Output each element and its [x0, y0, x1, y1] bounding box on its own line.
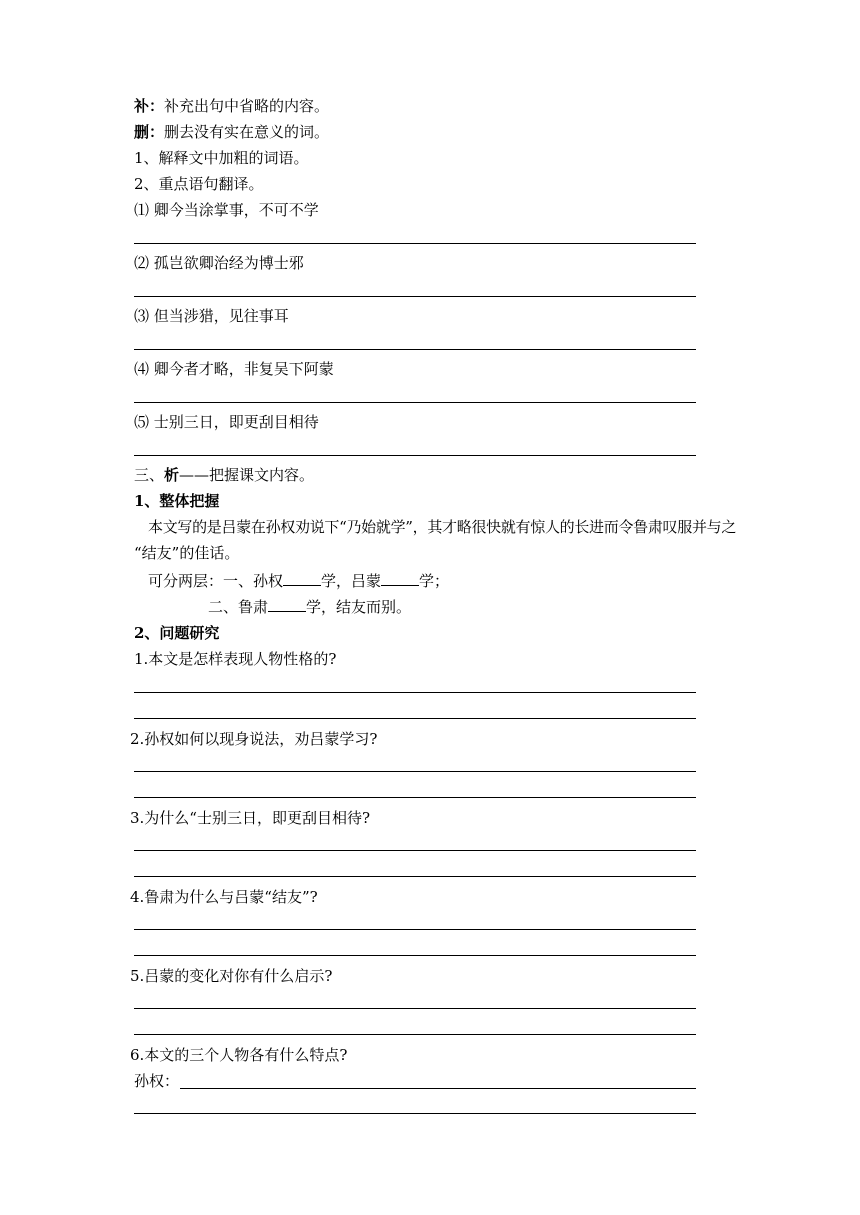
question-3-line-1[interactable]: [134, 850, 696, 851]
section-3-bold: 析: [164, 466, 180, 484]
section-3-rest: ——把握课文内容。: [179, 466, 315, 484]
method-bu-text: 补充出句中省略的内容。: [164, 97, 330, 115]
layer2-b: 学，结友而别。: [306, 598, 412, 616]
answer-line-2[interactable]: [134, 296, 696, 297]
sunquan-answer-line[interactable]: [180, 1088, 696, 1089]
answer-line-3[interactable]: [134, 349, 696, 350]
question-2-line-2[interactable]: [134, 797, 696, 798]
overall-heading: 1、整体把握: [134, 492, 220, 510]
blank-lvmeng[interactable]: [381, 571, 419, 586]
method-shan-label: 删：: [134, 123, 165, 141]
question-2: 2.孙权如何以现身说法，劝吕蒙学习?: [130, 730, 378, 748]
task-explain: 1、解释文中加粗的词语。: [134, 149, 309, 167]
blank-sunquan[interactable]: [283, 571, 321, 586]
research-heading: 2、问题研究: [134, 624, 220, 642]
question-4-line-1[interactable]: [134, 929, 696, 930]
question-4: 4.鲁肃为什么与吕蒙“结友”?: [130, 888, 318, 906]
method-bu: [134, 96, 329, 116]
sentence-5: ⑸ 士别三日，即更刮目相待: [134, 413, 319, 431]
sentence-1: ⑴ 卿今当涂掌事，不可不学: [134, 201, 319, 219]
method-bu-label: 补：: [134, 97, 165, 115]
overall-paragraph-line-1: 本文写的是吕蒙在孙权劝说下“乃始就学”，其才略很快就有惊人的长进而令鲁肃叹服并与之: [148, 518, 737, 536]
question-3-line-2[interactable]: [134, 876, 696, 877]
layers-line-2: [208, 597, 411, 617]
layer1-a: 一、孙权: [223, 572, 284, 590]
question-6-line-2[interactable]: [134, 1113, 696, 1114]
sentence-3: ⑶ 但当涉猎，见往事耳: [134, 307, 289, 325]
layers-line-1: [148, 571, 449, 591]
question-4-line-2[interactable]: [134, 955, 696, 956]
question-3: 3.为什么“士别三日，即更刮目相待?: [130, 809, 371, 827]
question-1-line-1[interactable]: [134, 692, 696, 693]
task-translate: 2、重点语句翻译。: [134, 175, 264, 193]
blank-lusu[interactable]: [268, 597, 306, 612]
layer1-b: 学，吕蒙: [321, 572, 382, 590]
sunquan-label: 孙权：: [134, 1072, 180, 1090]
answer-line-4[interactable]: [134, 402, 696, 403]
answer-line-5[interactable]: [134, 455, 696, 456]
question-1: 1.本文是怎样表现人物性格的?: [134, 650, 337, 668]
method-shan-text: 删去没有实在意义的词。: [164, 123, 330, 141]
layer1-c: 学；: [419, 572, 450, 590]
section-3-heading: [134, 465, 314, 485]
section-3-prefix: 三、: [134, 466, 165, 484]
layers-label: 可分两层：: [148, 572, 224, 590]
question-5-line-1[interactable]: [134, 1008, 696, 1009]
question-5: 5.吕蒙的变化对你有什么启示?: [130, 967, 333, 985]
question-6: 6.本文的三个人物各有什么特点?: [130, 1046, 348, 1064]
sunquan-line: [134, 1071, 179, 1091]
question-5-line-2[interactable]: [134, 1034, 696, 1035]
method-shan: [134, 122, 329, 142]
sentence-2: ⑵ 孤岂欲卿治经为博士邪: [134, 254, 304, 272]
layer2-a: 二、鲁肃: [208, 598, 269, 616]
answer-line-1[interactable]: [134, 243, 696, 244]
question-2-line-1[interactable]: [134, 771, 696, 772]
question-1-line-2[interactable]: [134, 718, 696, 719]
sentence-4: ⑷ 卿今者才略，非复吴下阿蒙: [134, 360, 334, 378]
overall-paragraph-line-2: “结友”的佳话。: [134, 544, 240, 562]
